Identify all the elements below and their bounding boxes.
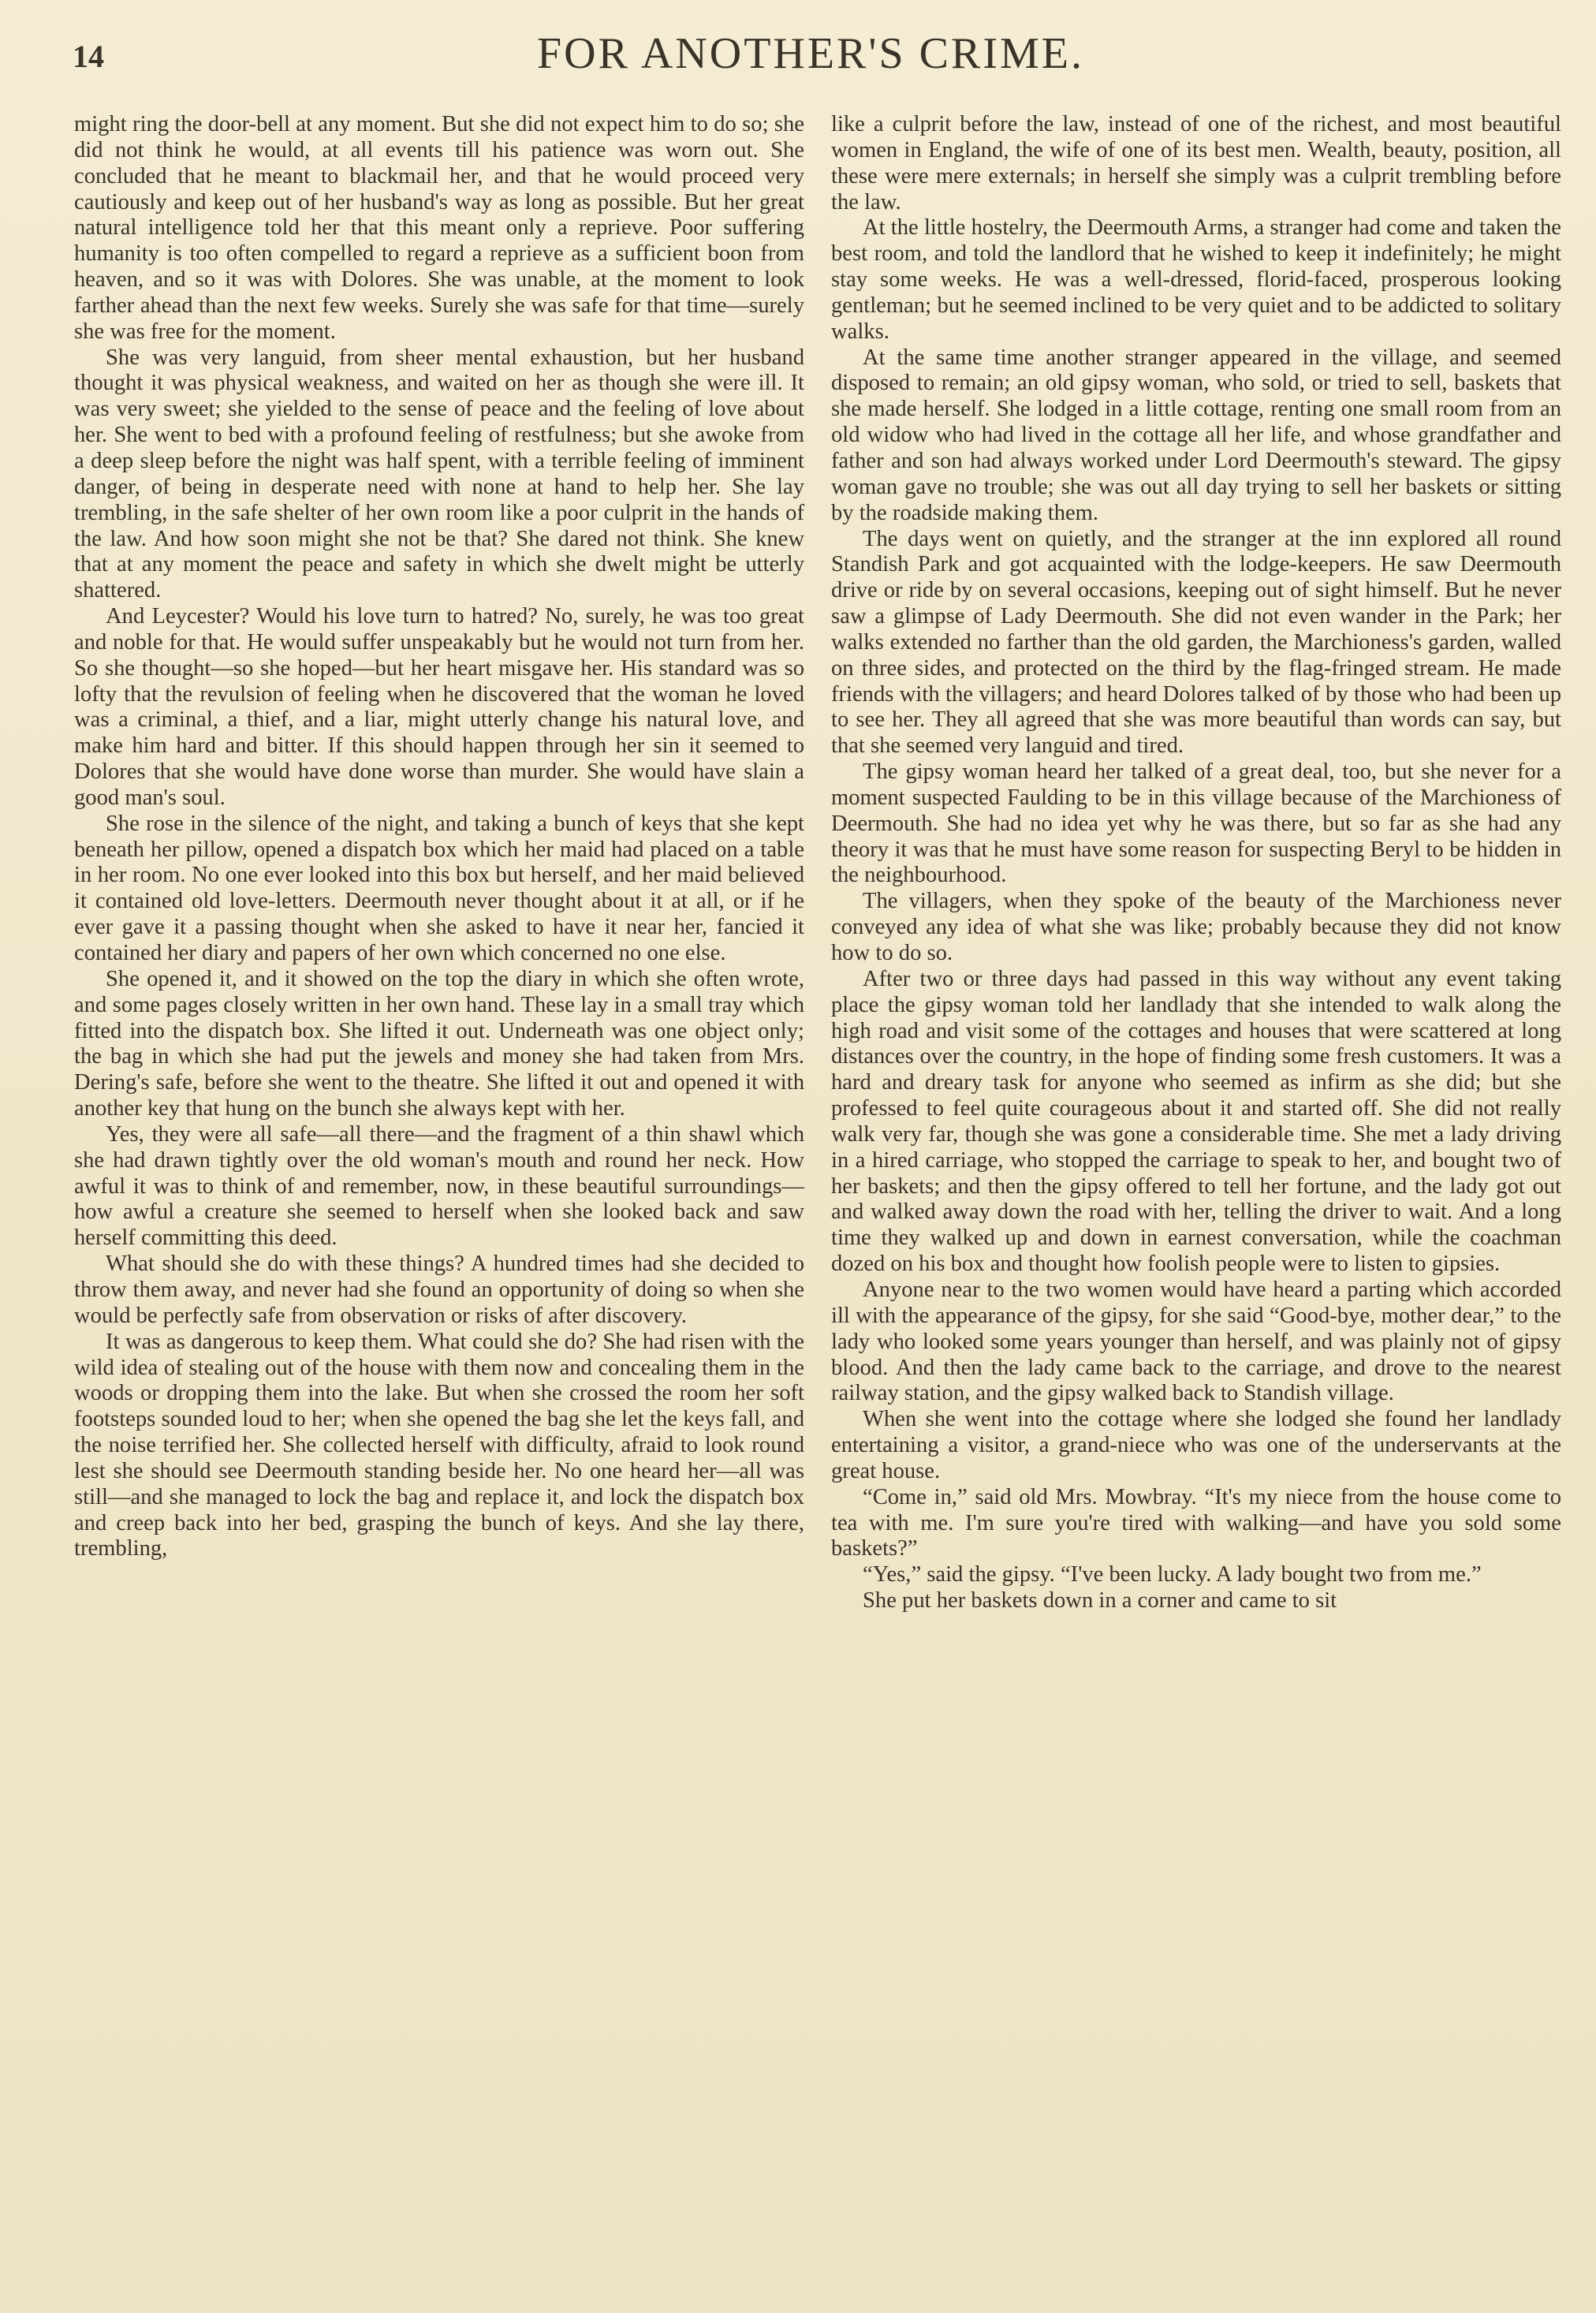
- paragraph: The gipsy woman heard her talked of a great deal, too, but she never for a moment suspected Faulding to be in this village because of the Marchioness of Deermouth. She had no idea yet why he was there, but so far as she had any theory it was that he must have some reason for suspecting Beryl to be hidden in the neighbourhood.: [831, 759, 1561, 888]
- text-columns: [74, 112, 1561, 2289]
- paragraph: And Leycester? Would his love turn to hatred? No, surely, he was too great and noble for that. He would suffer unspeakably but he would not turn from her. So she thought—so she hoped—but her heart misgave her. His standard was so lofty that the revulsion of feeling when he discovered that the woman he loved was a criminal, a thief, and a liar, might utterly change his natural love, and make him hard and bitter. If this should happen through her sin it seemed to Dolores that she would have done worse than murder. She would have slain a good man's soul.: [74, 604, 804, 810]
- paragraph: The villagers, when they spoke of the beauty of the Marchioness never conveyed any idea of what she was like; probably because they did not know how to do so.: [831, 889, 1561, 965]
- paragraph: She opened it, and it showed on the top the diary in which she often wrote, and some pages closely written in her own hand. These lay in a small tray which fitted into the dispatch box. She lifted it out. Underneath was one object only; the bag in which she had put the jewels and money she had taken from Mrs. Dering's safe, before she went to the theatre. She lifted it out and opened it with another key that hung on the bunch she always kept with her.: [74, 966, 804, 1121]
- paragraph: “Come in,” said old Mrs. Mowbray. “It's my niece from the house come to tea with me. I'm sure you're tired with walking—and have you sold some baskets?”: [831, 1484, 1561, 1561]
- page-number: 14: [73, 39, 104, 74]
- paragraph: “Yes,” said the gipsy. “I've been lucky. A lady bought two from me.”: [863, 1562, 1482, 1587]
- paragraph: The days went on quietly, and the stranger at the inn explored all round Standish Park and got acquainted with the lodge-keepers. He saw Deermouth drive or ride by on several occasions, keeping out of sight himself. But he never saw a glimpse of Lady Deermouth. She did not even wander in the Park; her walks extended no farther than the old garden, the Marchioness's garden, walled on three sides, and protected on the third by the flag-fringed stream. He made friends with the villagers; and heard Dolores talked of by those who had been up to see her. They all agreed that she was more beautiful than words can say, but that she seemed very languid and tired.: [831, 526, 1561, 759]
- page-header: [73, 25, 1549, 80]
- right-column: [831, 112, 1561, 1614]
- paragraph: When she went into the cottage where she lodged she found her landlady entertaining a visitor, a grand-niece who was one of the underservants at the great house.: [831, 1407, 1561, 1483]
- paragraph: It was as dangerous to keep them. What could she do? She had risen with the wild idea of stealing out of the house with them now and concealing them in the woods or dropping them into the lake. But when she crossed the room her soft footsteps sounded loud to her; when she opened the bag she let the keys fall, and the noise terrified her. She collected herself with difficulty, afraid to look round lest she should see Deermouth standing beside her. No one heard her—all was still—and she managed to lock the bag and replace it, and lock the dispatch box and creep back into her bed, grasping the bunch of keys. And she lay there, trembling,: [74, 1329, 804, 1561]
- paragraph: Yes, they were all safe—all there—and the fragment of a thin shawl which she had drawn tightly over the old woman's mouth and round her neck. How awful it was to think of and remember, now, in these beautiful surroundings—how awful a creature she seemed to herself when she looked back and saw herself committing this deed.: [74, 1121, 804, 1251]
- paragraph: might ring the door-bell at any moment. But she did not expect him to do so; she did not think he would, at all events till his patience was worn out. She concluded that he meant to blackmail her, and that he would proceed very cautiously and keep out of her husband's way as long as possible. But her great natural intelligence told her that this meant only a reprieve. Poor suffering humanity is too often compelled to regard a reprieve as a sufficient boon from heaven, and so it was with Dolores. She was unable, at the moment to look farther ahead than the next few weeks. Surely she was safe for that time—surely she was free for the moment.: [74, 112, 804, 344]
- paragraph: At the little hostelry, the Deermouth Arms, a stranger had come and taken the best room, and told the landlord that he wished to keep it indefinitely; he might stay some weeks. He was a well-dressed, florid-faced, prosperous looking gentleman; but he seemed inclined to be very quiet and to be addicted to solitary walks.: [831, 215, 1561, 344]
- left-column: [74, 112, 804, 1562]
- paragraph: She was very languid, from sheer mental exhaustion, but her husband thought it was physical weakness, and waited on her as though she were ill. It was very sweet; she yielded to the sense of peace and the feeling of love about her. She went to bed with a profound feeling of restfulness; but she awoke from a deep sleep before the night was half spent, with a terrible feeling of imminent danger, of being in desperate need with none at hand to help her. She lay trembling, in the safe shelter of her own room like a poor culprit in the hands of the law. And how soon might she not be that? She dared not think. She knew that at any moment the peace and safety in which she dwelt might be utterly shattered.: [74, 345, 804, 603]
- paragraph: She rose in the silence of the night, and taking a bunch of keys that she kept beneath her pillow, opened a dispatch box which her maid had placed on a table in her room. No one ever looked into this box but herself, and her maid believed it contained old love-letters. Deermouth never thought about it at all, or if he ever gave it a passing thought when she asked to have it near her, fancied it contained her diary and papers of her own which concerned no one else.: [74, 811, 804, 965]
- paragraph: At the same time another stranger appeared in the village, and seemed disposed to remain; an old gipsy woman, who sold, or tried to sell, baskets that she made herself. She lodged in a little cottage, renting one small room from an old widow who had lived in the cottage all her life, and whose grandfather and father and son had always worked under Lord Deermouth's steward. The gipsy woman gave no trouble; she was out all day trying to sell her baskets or sitting by the roadside making them.: [831, 345, 1561, 525]
- running-title: FOR ANOTHER'S CRIME.: [537, 29, 1084, 78]
- paragraph: like a culprit before the law, instead of one of the richest, and most beautiful women in England, the wife of one of its best men. Wealth, beauty, position, all these were mere externals; in herself she simply was a culprit trembling before the law.: [831, 112, 1561, 215]
- paragraph: What should she do with these things? A hundred times had she decided to throw them away, and never had she found an opportunity of doing so when she would be perfectly safe from observation or risks of after discovery.: [74, 1252, 804, 1328]
- paragraph: She put her baskets down in a corner and came to sit: [863, 1588, 1337, 1614]
- paragraph: After two or three days had passed in this way without any event taking place the gipsy woman told her landlady that she intended to walk along the high road and visit some of the cottages and houses that were scattered at long distances over the country, in the hope of finding some fresh customers. It was a hard and dreary task for anyone who seemed as infirm as she did; but she professed to feel quite courageous about it and started off. She did not really walk very far, though she was gone a considerable time. She met a lady driving in a hired carriage, who stopped the carriage to speak to her, and bought two of her baskets; and then the gipsy offered to tell her fortune, and the lady got out and walked away down the road with her, telling the driver to wait. And a long time they walked up and down in earnest conversation, while the coachman dozed on his box and thought how foolish people were to listen to gipsies.: [831, 966, 1561, 1277]
- paragraph: Anyone near to the two women would have heard a parting which accorded ill with the appearance of the gipsy, for she said “Good-bye, mother dear,” to the lady who looked some years younger than herself, and was plainly not of gipsy blood. And then the lady came back to the carriage, and drove to the nearest railway station, and the gipsy walked back to Standish village.: [831, 1277, 1561, 1406]
